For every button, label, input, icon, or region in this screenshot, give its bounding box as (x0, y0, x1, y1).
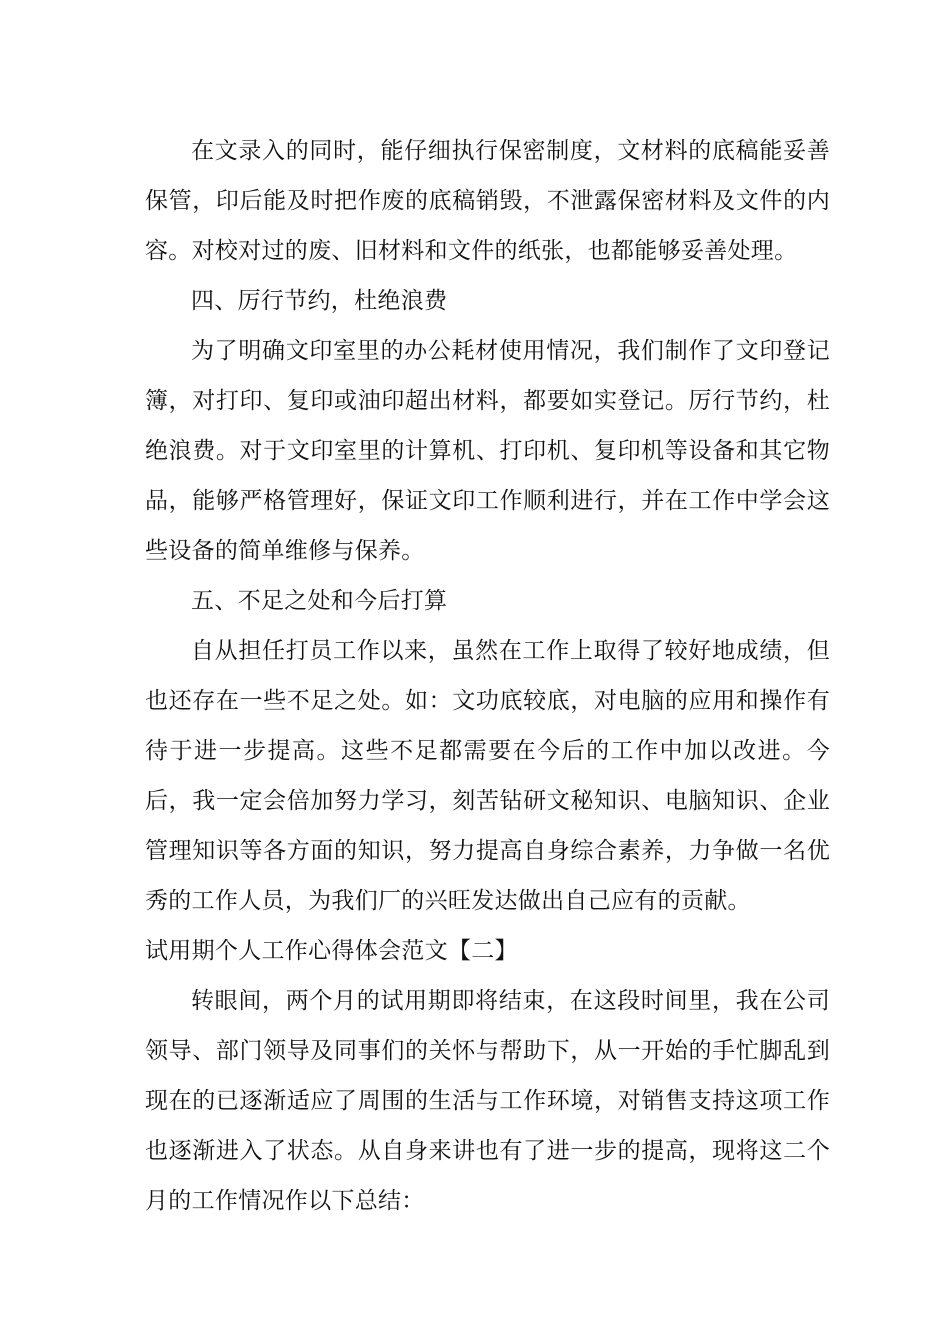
section-heading-frugality: 四、厉行节约，杜绝浪费 (191, 288, 448, 314)
document-body (145, 126, 830, 1226)
article-title-two: 试用期个人工作心得体会范文【二】 (145, 938, 518, 964)
section-heading-shortcomings: 五、不足之处和今后打算 (191, 588, 448, 614)
paragraph-shortcomings: 自从担任打员工作以来，虽然在工作上取得了较好地成绩，但也还存在一些不足之处。如：文功底较底，对电脑的应用和操作有待于进一步提高。这些不足都需要在今后的工作中加以改进。今后，我一定会倍加努力学习，刻苦钻研文秘知识、电脑知识、企业管理知识等各方面的知识，努力提高自身综合素养，力争做一名优秀的工作人员，为我们厂的兴旺发达做出自己应有的贡献。 (145, 638, 830, 914)
paragraph-confidentiality: 在文录入的同时，能仔细执行保密制度，文材料的底稿能妥善保管，印后能及时把作废的底稿销毁，不泄露保密材料及文件的内容。对校对过的废、旧材料和文件的纸张，也都能够妥善处理。 (145, 138, 830, 264)
paragraph-probation-intro: 转眼间，两个月的试用期即将结束，在这段时间里，我在公司领导、部门领导及同事们的关怀与帮助下，从一开始的手忙脚乱到现在的已逐渐适应了周围的生活与工作环境，对销售支持这项工作也逐渐进入了状态。从自身来讲也有了进一步的提高，现将这二个月的工作情况作以下总结： (145, 988, 830, 1214)
paragraph-frugality: 为了明确文印室里的办公耗材使用情况，我们制作了文印登记簿，对打印、复印或油印超出材料，都要如实登记。厉行节约，杜绝浪费。对于文印室里的计算机、打印机、复印机等设备和其它物品，能够严格管理好，保证文印工作顺利进行，并在工作中学会这些设备的简单维修与保养。 (145, 338, 830, 564)
